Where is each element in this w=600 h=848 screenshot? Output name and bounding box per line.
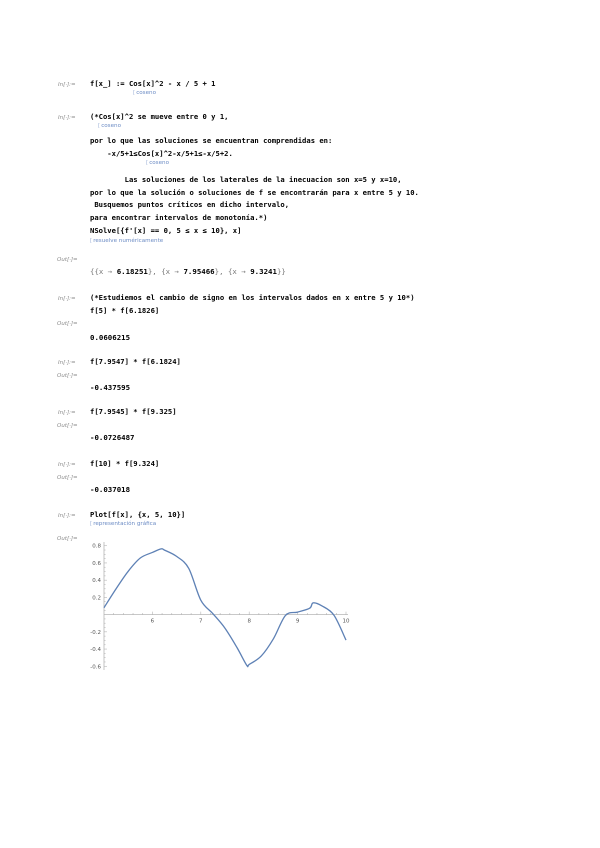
- y-tick-label: -0.2: [90, 629, 101, 636]
- code-line[interactable]: f[5] * f[6.1826]: [90, 306, 160, 315]
- input-label: In[·]:=: [58, 410, 76, 416]
- code-line[interactable]: f[10] * f[9.324]: [90, 459, 160, 468]
- nsolve-output: {{x → 6.18251}, {x → 7.95466}, {x → 9.3241}}: [90, 267, 286, 276]
- output-value: -0.0726487: [90, 433, 135, 442]
- code-line[interactable]: (*Estudiemos el cambio de signo en los intervalos dados en x entre 5 y 10*): [90, 293, 415, 302]
- x-tick-label: 9: [295, 618, 300, 625]
- code-plot[interactable]: Plot[f[x], {x, 5, 10}]: [90, 510, 186, 519]
- x-tick-label: 10: [342, 618, 350, 625]
- output-value: -0.437595: [90, 383, 131, 392]
- solution-value: 7.95466: [183, 267, 215, 276]
- solution-value: 6.18251: [116, 267, 148, 276]
- y-tick-label: -0.6: [90, 664, 101, 671]
- function-hint[interactable]: [ coseno: [98, 123, 121, 129]
- x-tick-label: 7: [199, 618, 203, 625]
- y-tick-label: 0.6: [92, 560, 101, 567]
- output-label: Out[·]=: [57, 423, 78, 429]
- function-hint[interactable]: [ coseno: [146, 160, 169, 166]
- code-line[interactable]: para encontrar intervalos de monotonía.*): [90, 213, 268, 222]
- code-line[interactable]: Las soluciones de los laterales de la inecuacion son x=5 y x=10,: [90, 175, 402, 184]
- input-label: In[·]:=: [58, 462, 76, 468]
- code-line[interactable]: por lo que las soluciones se encuentran comprendidas en:: [90, 136, 333, 145]
- y-tick-label: 0.8: [92, 543, 101, 550]
- output-label: Out[·]=: [57, 475, 78, 481]
- y-tick-label: 0.4: [92, 578, 101, 585]
- function-hint[interactable]: [ resuelve numéricamente: [90, 238, 163, 244]
- input-label: In[·]:=: [58, 82, 76, 88]
- series-line-f: [104, 549, 346, 667]
- output-label: Out[·]=: [57, 257, 78, 263]
- output-value: -0.037018: [90, 485, 131, 494]
- input-label: In[·]:=: [58, 296, 76, 302]
- code-line[interactable]: Busquemos puntos críticos en dicho intervalo,: [90, 200, 290, 209]
- code-define-f[interactable]: f[x_] := Cos[x]^2 - x / 5 + 1: [90, 79, 216, 88]
- output-label: Out[·]=: [57, 373, 78, 379]
- y-tick-label: -0.4: [90, 647, 101, 654]
- x-tick-label: 6: [150, 618, 155, 625]
- code-line[interactable]: por lo que la solución o soluciones de f se encontrarán para x entre 5 y 10.: [90, 188, 419, 197]
- solution-value: 9.3241: [250, 267, 277, 276]
- code-line[interactable]: -x/5+1≤Cos[x]^2-x/5+1≤-x/5+2.: [90, 149, 233, 158]
- function-hint[interactable]: [ coseno: [133, 90, 156, 96]
- function-plot[interactable]: [80, 540, 360, 700]
- code-line[interactable]: f[7.9545] * f[9.325]: [90, 407, 177, 416]
- code-line[interactable]: (*Cos[x]^2 se mueve entre 0 y 1,: [90, 112, 229, 121]
- input-label: In[·]:=: [58, 513, 76, 519]
- output-value: 0.0606215: [90, 333, 131, 342]
- code-line[interactable]: f[7.9547] * f[6.1824]: [90, 357, 181, 366]
- y-tick-label: 0.2: [92, 595, 101, 602]
- output-label: Out[·]=: [57, 321, 78, 327]
- output-label: Out[·]=: [57, 536, 78, 542]
- input-label: In[·]:=: [58, 360, 76, 366]
- input-label: In[·]:=: [58, 115, 76, 121]
- function-hint[interactable]: [ representación gráfica: [90, 521, 156, 527]
- code-nsolve[interactable]: NSolve[{f'[x] == 0, 5 ≤ x ≤ 10}, x]: [90, 226, 242, 235]
- x-tick-label: 8: [247, 618, 251, 625]
